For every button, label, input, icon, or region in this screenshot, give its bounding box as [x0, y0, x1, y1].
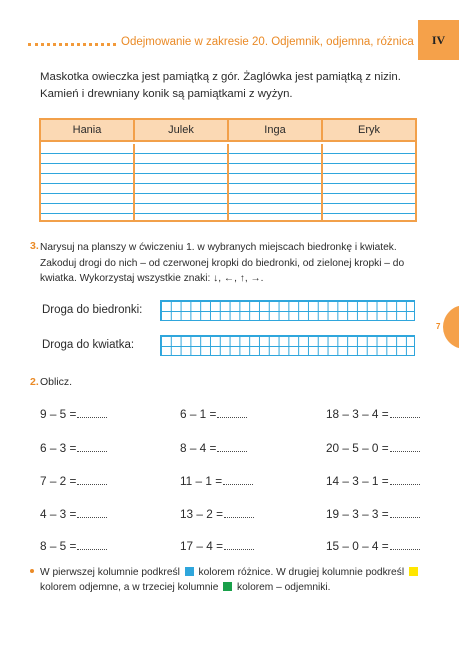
answer-blank[interactable] [77, 549, 107, 550]
answer-blank[interactable] [77, 417, 107, 418]
equation-text: 20 – 5 – 0 = [326, 441, 389, 455]
table-header-julek: Julek [135, 120, 229, 140]
answer-blank[interactable] [224, 549, 254, 550]
equation [180, 539, 254, 553]
equation-text: 11 – 1 = [180, 474, 223, 488]
equation-text: 4 – 3 = [40, 507, 77, 521]
equation-text: 9 – 5 = [40, 407, 77, 421]
intro-text: Maskotka owieczka jest pamiątką z gór. Żaglówka jest pamiątką z nizin. Kamień i drewniany konik są pamiątkami z wyżyn. [40, 71, 401, 100]
equation-text: 7 – 2 = [40, 474, 77, 488]
exercise-title: Oblicz. [40, 376, 73, 388]
yellow-square-icon [409, 567, 418, 576]
equation [326, 407, 420, 421]
heading-dots [28, 43, 116, 46]
exercise-number: 2. [30, 376, 39, 388]
answer-blank[interactable] [217, 417, 247, 418]
blue-square-icon [185, 567, 194, 576]
table-header-eryk: Eryk [358, 124, 380, 136]
answer-blank[interactable] [390, 549, 420, 550]
equation-text: 19 – 3 – 3 = [326, 507, 389, 521]
route-label-flower: Droga do kwiatka: [42, 339, 135, 351]
answer-blank[interactable] [223, 484, 253, 485]
equation-text: 13 – 2 = [180, 507, 223, 521]
equation-text: 17 – 4 = [180, 539, 223, 553]
equation [40, 441, 107, 455]
equation [40, 407, 107, 421]
equation [180, 407, 247, 421]
chapter-tab [418, 20, 459, 60]
answer-blank[interactable] [77, 451, 107, 452]
equation-text: 14 – 3 – 1 = [326, 474, 389, 488]
exercise-number: 3. [30, 240, 39, 252]
answer-blank[interactable] [390, 417, 420, 418]
note-text: kolorem odjemne, a w trzeciej kolumnie [40, 582, 219, 593]
bullet-icon [30, 569, 34, 573]
route-label-ladybug: Droga do biedronki: [42, 304, 143, 316]
chapter-label: IV [431, 32, 446, 47]
souvenir-table [39, 118, 417, 222]
table-column-lines[interactable] [41, 144, 135, 220]
equation-text: 6 – 3 = [40, 441, 77, 455]
table-header-hania: Hania [41, 120, 135, 140]
table-header [41, 120, 415, 142]
route-grid-flower[interactable] [160, 335, 415, 356]
answer-blank[interactable] [390, 451, 420, 452]
answer-blank[interactable] [390, 484, 420, 485]
exercise-instructions: Narysuj na planszy w ćwiczeniu 1. w wybranych miejscach biedronkę i kwiatek. Zakoduj drogi do nich – od czerwonej kropki do biedronki, od zielonej kropki – do kwiatka. Wykorzystaj wszystkie znaki: ↓, ←, ↑, →. [40, 242, 405, 284]
table-column-lines[interactable] [135, 144, 229, 220]
note-text: W pierwszej kolumnie podkreśl [40, 567, 180, 578]
equation [326, 474, 420, 488]
equation-text: 8 – 4 = [180, 441, 217, 455]
answer-blank[interactable] [77, 517, 107, 518]
answer-blank[interactable] [217, 451, 247, 452]
equation [326, 441, 420, 455]
equation [180, 474, 253, 488]
page-tab [443, 305, 459, 349]
equation [180, 507, 254, 521]
table-column-lines[interactable] [229, 144, 323, 220]
equation [326, 539, 420, 553]
coloring-instructions [40, 565, 430, 595]
equation-text: 6 – 1 = [180, 407, 217, 421]
route-grid-ladybug[interactable] [160, 300, 415, 321]
table-column-lines[interactable] [323, 144, 415, 220]
equation [40, 474, 107, 488]
equation [40, 507, 107, 521]
page-number: 7 [436, 322, 441, 331]
equation [180, 441, 247, 455]
equation [326, 507, 420, 521]
answer-blank[interactable] [224, 517, 254, 518]
green-square-icon [223, 582, 232, 591]
note-text: kolorem różnice. W drugiej kolumnie podkreśl [198, 567, 405, 578]
answer-blank[interactable] [390, 517, 420, 518]
section-heading: Odejmowanie w zakresie 20. Odjemnik, odjemna, różnica [121, 36, 414, 48]
equation-text: 15 – 0 – 4 = [326, 539, 389, 553]
table-header-inga: Inga [229, 120, 323, 140]
equation-text: 18 – 3 – 4 = [326, 407, 389, 421]
table-body [41, 144, 415, 220]
note-text: kolorem – odjemniki. [237, 582, 331, 593]
equation [40, 539, 107, 553]
answer-blank[interactable] [77, 484, 107, 485]
equation-text: 8 – 5 = [40, 539, 77, 553]
